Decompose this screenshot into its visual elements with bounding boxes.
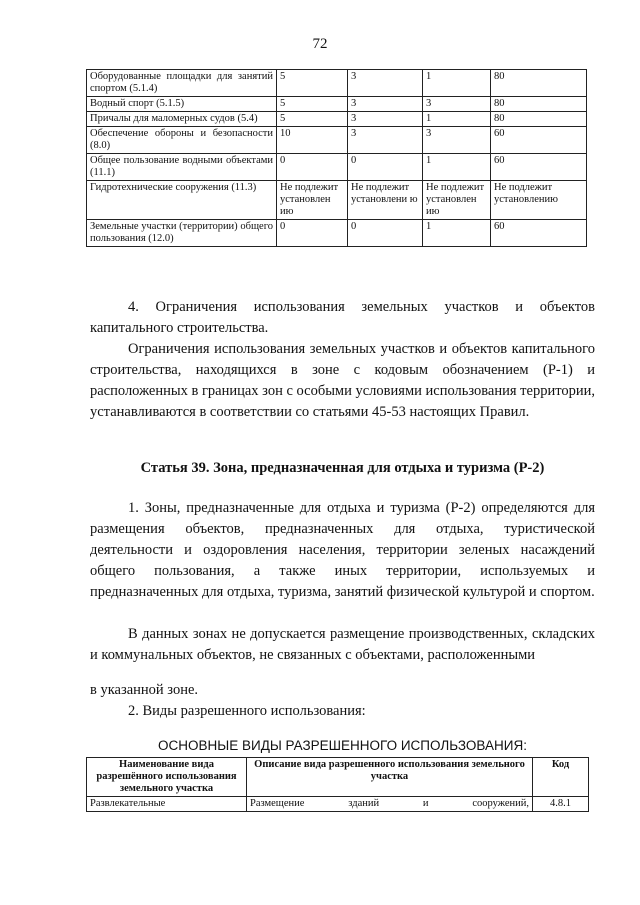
section-4-title: 4. Ограничения использования земельных участков и объектов капитального строительства. [90,299,595,336]
article-paragraph-3: 2. Виды разрешенного использования: [128,703,366,719]
table-cell: Не подлежит установлению [491,181,587,220]
table-cell: 0 [277,154,348,181]
table-cell: 1 [423,112,491,127]
header-description: Описание вида разрешенного использования земельного участка [247,758,533,797]
table-row [87,112,587,127]
article-paragraph-2-end: в указанной зоне. [90,682,199,698]
table-cell: Не подлежит установлени ю [348,181,423,220]
article-heading: Статья 39. Зона, предназначенная для отдыха и туризма (Р-2) [140,460,545,476]
table-cell: 3 [423,97,491,112]
table-cell-name: Общее пользование водными объектами (11.1) [87,154,277,181]
page-number: 72 [312,36,328,52]
table-cell: 60 [491,220,587,247]
table-cell-name: Водный спорт (5.1.5) [87,97,277,112]
table-row [87,70,587,97]
table-cell: 1 [423,70,491,97]
table-row [87,797,589,812]
table-cell: 1 [423,220,491,247]
table-header-row [87,758,589,797]
table-row [87,154,587,181]
table-cell-name: Обеспечение обороны и безопасности (8.0) [87,127,277,154]
table-cell: 5 [277,70,348,97]
table-cell: 5 [277,112,348,127]
table-cell: 3 [348,97,423,112]
table-cell-description: Размещение зданий и сооружений, [247,797,533,812]
table-cell: 0 [348,220,423,247]
section-4-body: Ограничения использования земельных участков и объектов капитального строительства, находящихся в зоне с кодовым обозначением (Р-1) и расположенных в границах зон с особыми условиями использования территории, устанавливаются в соответствии со статьями 45-53 настоящих Правил. [90,341,595,420]
table-cell: 0 [277,220,348,247]
table-cell-name: Оборудованные площадки для занятий спортом (5.1.4) [87,70,277,97]
table-cell: 60 [491,154,587,181]
table-cell: 80 [491,112,587,127]
table-cell: 1 [423,154,491,181]
permitted-uses-table [86,757,589,812]
table-cell-code: 4.8.1 [533,797,589,812]
table-cell: 3 [423,127,491,154]
table-cell: 80 [491,97,587,112]
table-cell-name: Развлекательные [87,797,247,812]
table-cell-name: Причалы для маломерных судов (5.4) [87,112,277,127]
table-row [87,220,587,247]
table-cell: 10 [277,127,348,154]
article-paragraph-2: В данных зонах не допускается размещение производственных, складских и коммунальных объектов, не связанных с объектами, расположенными [90,626,595,663]
table-cell: 0 [348,154,423,181]
table-cell: Не подлежит установлен ию [277,181,348,220]
table-row [87,181,587,220]
table-row [87,97,587,112]
main-uses-title: ОСНОВНЫЕ ВИДЫ РАЗРЕШЕННОГО ИСПОЛЬЗОВАНИЯ: [158,738,527,753]
header-name: Наименование вида разрешённого использования земельного участка [87,758,247,797]
table-row [87,127,587,154]
table-cell: 80 [491,70,587,97]
table-cell-name: Земельные участки (территории) общего пользования (12.0) [87,220,277,247]
header-code: Код [533,758,589,797]
article-paragraph-1: 1. Зоны, предназначенные для отдыха и туризма (Р-2) определяются для размещения объектов, предназначенных для отдыха, туристической деятельности и оздоровления населения, территории зеленых насаждений общего пользования, а также иных территории, используемых и предназначенных для отдыха, туризма, занятий физической культурой и спортом. [90,500,595,600]
table-cell: 3 [348,127,423,154]
table-cell-name: Гидротехнические сооружения (11.3) [87,181,277,220]
table-cell: 5 [277,97,348,112]
table-cell: 3 [348,70,423,97]
table-cell: Не подлежит установлен ию [423,181,491,220]
table-cell: 60 [491,127,587,154]
table-cell: 3 [348,112,423,127]
regulations-table [86,69,587,247]
